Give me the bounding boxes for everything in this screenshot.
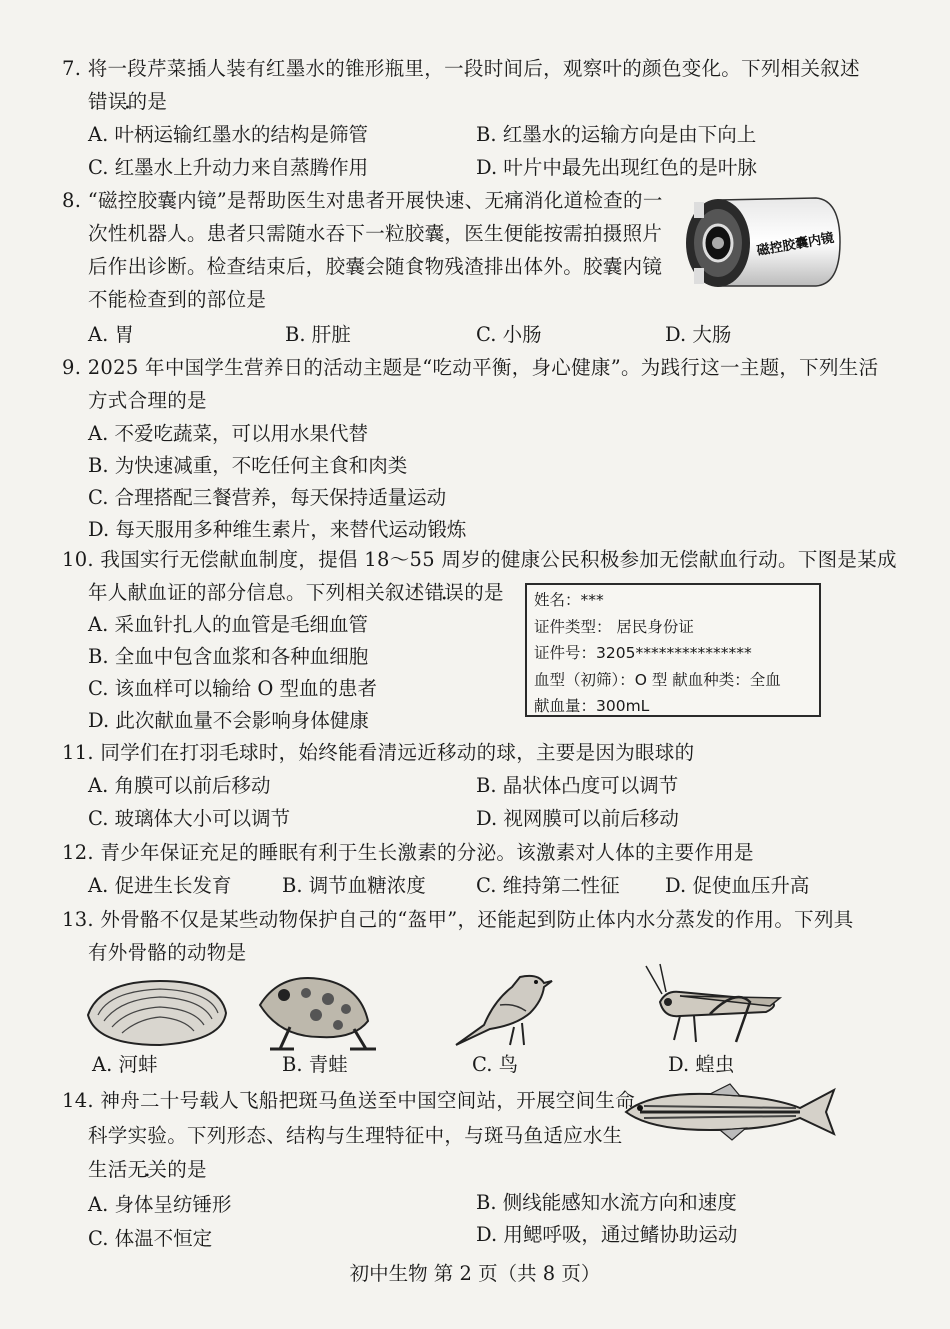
q9-stem-line2: 方式合理的是 [88, 389, 207, 412]
card-blood-type: 血型（初筛）：O 型 献血种类：全血 [534, 670, 781, 689]
q10-stem-text: 年人献血证的部分信息。下列相关叙述 [88, 581, 425, 604]
zebrafish-image [620, 1082, 840, 1142]
q8-stem-line3: 后作出诊断。检查结束后，胶囊会随食物残渣排出体外。胶囊内镜 [88, 255, 663, 278]
q14-option-b: B. 侧线能感知水流方向和速度 [476, 1191, 737, 1214]
bird-image [450, 965, 555, 1050]
q12-stem: 12. 青少年保证充足的睡眠有利于生长激素的分泌。该激素对人体的主要作用是 [62, 841, 754, 864]
q14-option-d: D. 用鳃呼吸，通过鳍协助运动 [476, 1223, 738, 1246]
q10-option-d: D. 此次献血量不会影响身体健康 [88, 709, 369, 732]
q10-option-b: B. 全血中包含血浆和各种血细胞 [88, 645, 369, 668]
q14-option-c: C. 体温不恒定 [88, 1227, 213, 1250]
q14-stem-line3 [88, 1153, 207, 1186]
q8-option-a: A. 胃 [88, 323, 134, 346]
q10-stem-line1: 10. 我国实行无偿献血制度，提倡 18～55 周岁的健康公民积极参加无偿献血行动。下图是某成 [62, 548, 897, 571]
q10-option-c: C. 该血样可以输给 O 型血的患者 [88, 677, 378, 700]
q7-option-a: A. 叶柄运输红墨水的结构是筛管 [88, 123, 368, 146]
q14-emphasis: 无关 [127, 1158, 168, 1181]
q12-option-a: A. 促进生长发育 [88, 874, 232, 897]
locust-image [640, 962, 790, 1052]
q12-option-c: C. 维持第二性征 [476, 874, 620, 897]
q11-stem: 11. 同学们在打羽毛球时，始终能看清远近移动的球，主要是因为眼球的 [62, 741, 695, 764]
q14-stem-line2: 科学实验。下列形态、结构与生理特征中，与斑马鱼适应水生 [88, 1124, 623, 1147]
q14-stem-text: 生活 [88, 1158, 128, 1181]
q13-option-c: C. 鸟 [472, 1053, 519, 1076]
q8-stem-line4: 不能检查到的部位是 [88, 288, 267, 311]
q13-option-b: B. 青蛙 [282, 1053, 348, 1076]
q12-option-b: B. 调节血糖浓度 [282, 874, 426, 897]
capsule-label: 磁控胶囊内镜 [755, 230, 836, 260]
q7-stem-line1: 7. 将一段芹菜插人装有红墨水的锥形瓶里，一段时间后，观察叶的颜色变化。下列相关叙述 [62, 57, 860, 80]
q9-option-d: D. 每天服用多种维生素片，来替代运动锻炼 [88, 518, 467, 541]
card-donation-volume: 献血量：300mL [534, 697, 650, 715]
q9-option-b: B. 为快速减重，不吃任何主食和肉类 [88, 454, 408, 477]
q11-option-c: C. 玻璃体大小可以调节 [88, 807, 291, 830]
page-footer: 初中生物 第 2 页（共 8 页） [349, 1262, 601, 1285]
q14-stem-line1: 14. 神舟二十号载人飞船把斑马鱼送至中国空间站，开展空间生命 [62, 1089, 636, 1112]
q13-option-d: D. 蝗虫 [668, 1053, 735, 1076]
q7-option-c: C. 红墨水上升动力来自蒸腾作用 [88, 156, 369, 179]
q9-option-c: C. 合理搭配三餐营养，每天保持适量运动 [88, 486, 447, 509]
q10-emphasis: 错误 [424, 581, 465, 604]
blood-donation-card [525, 583, 821, 717]
q13-stem-line2: 有外骨骼的动物是 [88, 941, 247, 964]
q8-option-d: D. 大肠 [665, 323, 732, 346]
q7-option-d: D. 叶片中最先出现红色的是叶脉 [476, 156, 757, 179]
q7-emphasis: 错误的是 [88, 90, 168, 113]
q8-stem-line1: 8. “磁控胶囊内镜”是帮助医生对患者开展快速、无痛消化道检查的一 [62, 189, 663, 212]
card-id-number: 证件号：3205*************** [534, 644, 752, 662]
q9-option-a: A. 不爱吃蔬菜，可以用水果代替 [88, 422, 368, 445]
q12-option-d: D. 促使血压升高 [665, 874, 810, 897]
clam-image [80, 975, 230, 1050]
q14-option-a: A. 身体呈纺锤形 [88, 1193, 232, 1216]
q10-stem-end: 的是 [464, 581, 504, 604]
q13-stem-line1: 13. 外骨骼不仅是某些动物保护自己的“盔甲”，还能起到防止体内水分蒸发的作用。下列具 [62, 908, 854, 931]
q9-stem-line1: 9. 2025 年中国学生营养日的活动主题是“吃动平衡，身心健康”。为践行这一主题，下列生活 [62, 356, 879, 379]
card-id-type: 证件类型： 居民身份证 [534, 617, 694, 636]
q7-option-b: B. 红墨水的运输方向是由下向上 [476, 123, 757, 146]
q11-option-a: A. 角膜可以前后移动 [88, 774, 271, 797]
q7-stem-line2 [88, 85, 167, 118]
q8-stem-line2: 次性机器人。患者只需随水吞下一粒胶囊，医生便能按需拍摄照片 [88, 222, 663, 245]
q11-option-b: B. 晶状体凸度可以调节 [476, 774, 679, 797]
q13-option-a: A. 河蚌 [92, 1053, 158, 1076]
capsule-endoscope-image [676, 188, 846, 296]
q8-option-b: B. 肝脏 [285, 323, 351, 346]
q10-option-a: A. 采血针扎人的血管是毛细血管 [88, 613, 368, 636]
q14-stem-end: 的是 [167, 1158, 207, 1181]
frog-image [250, 965, 380, 1053]
q11-option-d: D. 视网膜可以前后移动 [476, 807, 679, 830]
card-name: 姓名：*** [534, 591, 604, 609]
q10-stem-line2 [88, 576, 504, 609]
q8-option-c: C. 小肠 [476, 323, 542, 346]
